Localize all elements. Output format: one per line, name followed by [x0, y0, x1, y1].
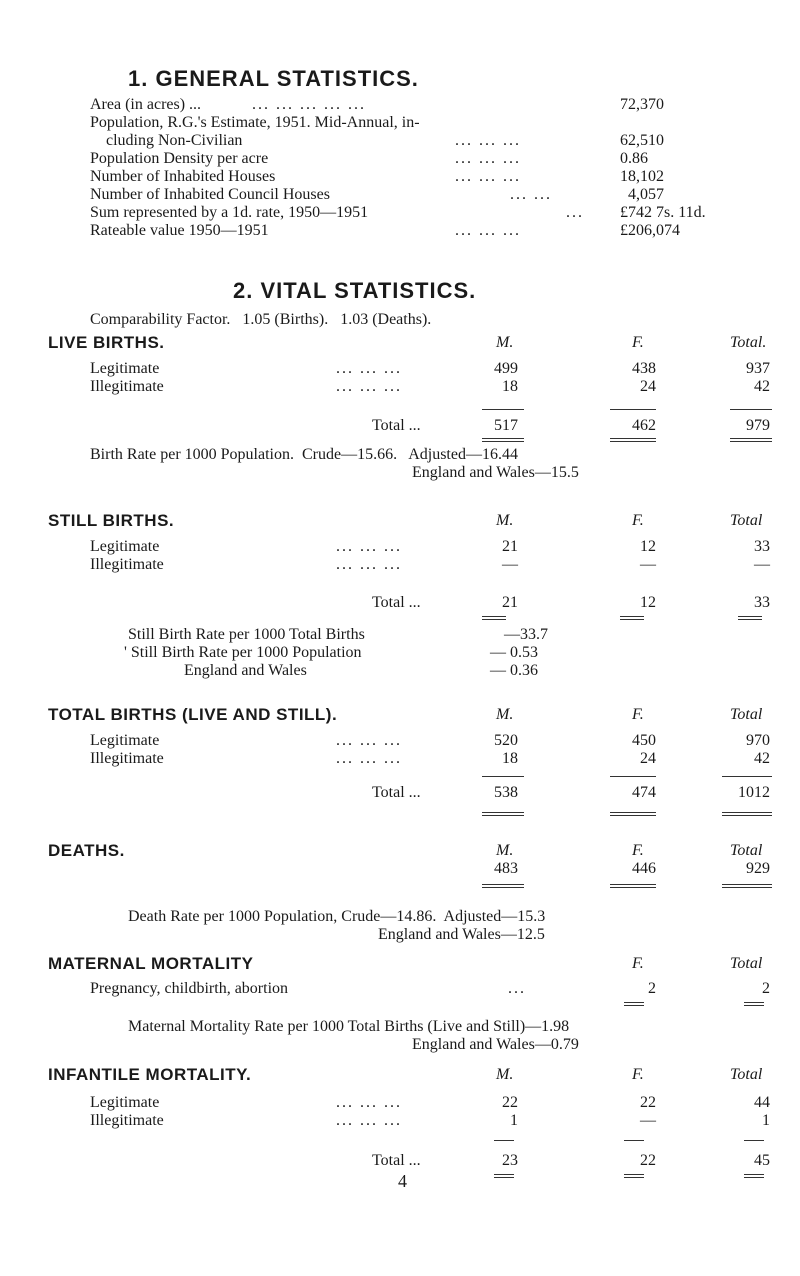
leader-dots: ...	[566, 204, 584, 221]
sum-rule	[624, 1140, 644, 1141]
cell-total: 2	[762, 980, 770, 997]
row-label: Number of Inhabited Council Houses	[90, 186, 330, 203]
row-label: Legitimate	[90, 360, 160, 377]
col-header-total: Total	[730, 512, 763, 529]
total-double-rule	[744, 1174, 764, 1178]
col-header-f: F.	[632, 512, 644, 529]
total-double-rule	[624, 1174, 644, 1178]
total-double-rule	[730, 438, 772, 442]
row-label: Illegitimate	[90, 378, 164, 395]
still-rate-value: —33.7	[504, 626, 548, 643]
col-header-m: M.	[496, 706, 514, 723]
leader-dots: ... ... ...	[455, 150, 521, 167]
cell-m: —	[502, 556, 518, 573]
total-double-rule	[722, 884, 772, 888]
cell-f: 446	[632, 860, 656, 877]
cell-f: 12	[640, 538, 656, 555]
cell-m: 23	[502, 1152, 518, 1169]
row-label: Illegitimate	[90, 1112, 164, 1129]
leader-dots: ... ... ...	[336, 750, 402, 767]
total-double-rule	[482, 616, 506, 620]
row-label: Rateable value 1950—1951	[90, 222, 269, 239]
total-double-rule	[482, 438, 524, 442]
leader-dots: ... ... ...	[336, 732, 402, 749]
total-double-rule	[482, 812, 524, 816]
cell-f: 24	[640, 750, 656, 767]
cell-m: 538	[494, 784, 518, 801]
live-births-heading: LIVE BIRTHS.	[48, 333, 165, 352]
col-header-m: M.	[496, 842, 514, 859]
row-label: Legitimate	[90, 732, 160, 749]
total-double-rule	[494, 1174, 514, 1178]
total-double-rule	[738, 616, 762, 620]
cell-m: 21	[502, 538, 518, 555]
cell-f: 24	[640, 378, 656, 395]
total-double-rule	[610, 812, 656, 816]
row-value: £206,074	[620, 222, 680, 239]
row-value: £742 7s. 11d.	[620, 204, 706, 221]
col-header-m: M.	[496, 512, 514, 529]
col-header-m: M.	[496, 334, 514, 351]
cell-f: 2	[648, 980, 656, 997]
cell-total: 970	[746, 732, 770, 749]
leader-dots: ... ... ...	[336, 1094, 402, 1111]
section-heading-general: 1. GENERAL STATISTICS.	[128, 66, 419, 91]
leader-dots: ...	[508, 980, 526, 997]
cell-total: 44	[754, 1094, 770, 1111]
col-header-f: F.	[632, 706, 644, 723]
total-label: Total ...	[372, 594, 421, 611]
cell-f: 22	[640, 1152, 656, 1169]
cell-total: 42	[754, 378, 770, 395]
maternal-rate-england: England and Wales—0.79	[412, 1036, 579, 1053]
leader-dots: ... ... ...	[336, 538, 402, 555]
cell-total: 42	[754, 750, 770, 767]
sum-rule	[722, 776, 772, 777]
leader-dots: ... ... ...	[455, 168, 521, 185]
total-label: Total ...	[372, 784, 421, 801]
col-header-total: Total	[730, 706, 763, 723]
sum-rule	[610, 776, 656, 777]
sum-rule	[744, 1140, 764, 1141]
cell-total: 979	[746, 417, 770, 434]
sum-rule	[482, 409, 524, 410]
cell-f: —	[640, 1112, 656, 1129]
sum-rule	[494, 1140, 514, 1141]
cell-m: 517	[494, 417, 518, 434]
col-header-total: Total	[730, 1066, 763, 1083]
cell-total: 1	[762, 1112, 770, 1129]
total-double-rule	[620, 616, 644, 620]
sum-rule	[610, 409, 656, 410]
total-label: Total ...	[372, 417, 421, 434]
maternal-mortality-heading: MATERNAL MORTALITY	[48, 954, 254, 973]
deaths-heading: DEATHS.	[48, 841, 125, 860]
col-header-f: F.	[632, 842, 644, 859]
cell-total: 1012	[738, 784, 770, 801]
row-value: 62,510	[620, 132, 664, 149]
still-rate-england-label: England and Wales	[184, 662, 307, 679]
total-double-rule	[610, 438, 656, 442]
row-value: 4,057	[628, 186, 664, 203]
total-double-rule	[482, 884, 524, 888]
still-rate-england-value: — 0.36	[490, 662, 538, 679]
still-rate-label: Still Birth Rate per 1000 Total Births	[128, 626, 365, 643]
row-label: Number of Inhabited Houses	[90, 168, 276, 185]
col-header-f: F.	[632, 1066, 644, 1083]
page-number: 4	[398, 1171, 407, 1191]
row-label: Legitimate	[90, 538, 160, 555]
cell-f: 22	[640, 1094, 656, 1111]
cell-m: 483	[494, 860, 518, 877]
row-label: cluding Non-Civilian	[106, 132, 243, 149]
cell-m: 1	[510, 1112, 518, 1129]
cell-total: 45	[754, 1152, 770, 1169]
row-label: Pregnancy, childbirth, abortion	[90, 980, 289, 997]
cell-m: 18	[502, 378, 518, 395]
cell-f: —	[640, 556, 656, 573]
total-double-rule	[722, 812, 772, 816]
total-label: Total ...	[372, 1152, 421, 1169]
cell-f: 438	[632, 360, 656, 377]
cell-total: 937	[746, 360, 770, 377]
row-label: Population Density per acre	[90, 150, 269, 167]
death-rate-england: England and Wales—12.5	[378, 926, 545, 943]
cell-total: 33	[754, 594, 770, 611]
total-double-rule	[624, 1002, 644, 1006]
still-rate-pop-label: ' Still Birth Rate per 1000 Population	[124, 644, 362, 661]
cell-f: 462	[632, 417, 656, 434]
cell-total: 929	[746, 860, 770, 877]
row-label: Illegitimate	[90, 750, 164, 767]
total-double-rule	[610, 884, 656, 888]
row-label: Illegitimate	[90, 556, 164, 573]
row-label: Area (in acres) ...	[90, 96, 202, 113]
total-births-heading: TOTAL BIRTHS (LIVE AND STILL).	[48, 705, 338, 724]
cell-total: —	[754, 556, 770, 573]
leader-dots: ... ... ...	[336, 360, 402, 377]
cell-f: 12	[640, 594, 656, 611]
cell-m: 18	[502, 750, 518, 767]
leader-dots: ... ... ...	[455, 132, 521, 149]
cell-total: 33	[754, 538, 770, 555]
col-header-f: F.	[632, 955, 644, 972]
birth-rate-england: England and Wales—15.5	[412, 464, 579, 481]
death-rate-text: Death Rate per 1000 Population, Crude—14.86. Adjusted—15.3	[128, 908, 546, 925]
maternal-rate-text: Maternal Mortality Rate per 1000 Total Births (Live and Still)—1.98	[128, 1018, 570, 1035]
row-label: Sum represented by a 1d. rate, 1950—1951	[90, 204, 369, 221]
row-label: Population, R.G.'s Estimate, 1951. Mid-Annual, in-	[90, 114, 420, 131]
cell-m: 21	[502, 594, 518, 611]
leader-dots: ... ... ... ... ...	[252, 96, 366, 113]
cell-f: 474	[632, 784, 656, 801]
still-births-heading: STILL BIRTHS.	[48, 511, 175, 530]
total-double-rule	[744, 1002, 764, 1006]
row-label: Legitimate	[90, 1094, 160, 1111]
sum-rule	[730, 409, 772, 410]
row-value: 18,102	[620, 168, 664, 185]
comparability-factor: Comparability Factor. 1.05 (Births). 1.03 (Deaths).	[90, 311, 432, 328]
cell-m: 22	[502, 1094, 518, 1111]
row-value: 0.86	[620, 150, 648, 167]
leader-dots: ... ... ...	[455, 222, 521, 239]
leader-dots: ... ... ...	[336, 1112, 402, 1129]
cell-m: 499	[494, 360, 518, 377]
cell-f: 450	[632, 732, 656, 749]
leader-dots: ... ... ...	[336, 556, 402, 573]
row-value: 72,370	[620, 96, 664, 113]
col-header-total: Total.	[730, 334, 767, 351]
infantile-mortality-heading: INFANTILE MORTALITY.	[48, 1065, 252, 1084]
col-header-m: M.	[496, 1066, 514, 1083]
birth-rate-text: Birth Rate per 1000 Population. Crude—15.66. Adjusted—16.44	[90, 446, 518, 463]
leader-dots: ... ...	[510, 186, 552, 203]
cell-m: 520	[494, 732, 518, 749]
section-heading-vital: 2. VITAL STATISTICS.	[233, 278, 477, 303]
col-header-total: Total	[730, 955, 763, 972]
col-header-f: F.	[632, 334, 644, 351]
still-rate-pop-value: — 0.53	[490, 644, 538, 661]
sum-rule	[482, 776, 524, 777]
leader-dots: ... ... ...	[336, 378, 402, 395]
col-header-total: Total	[730, 842, 763, 859]
